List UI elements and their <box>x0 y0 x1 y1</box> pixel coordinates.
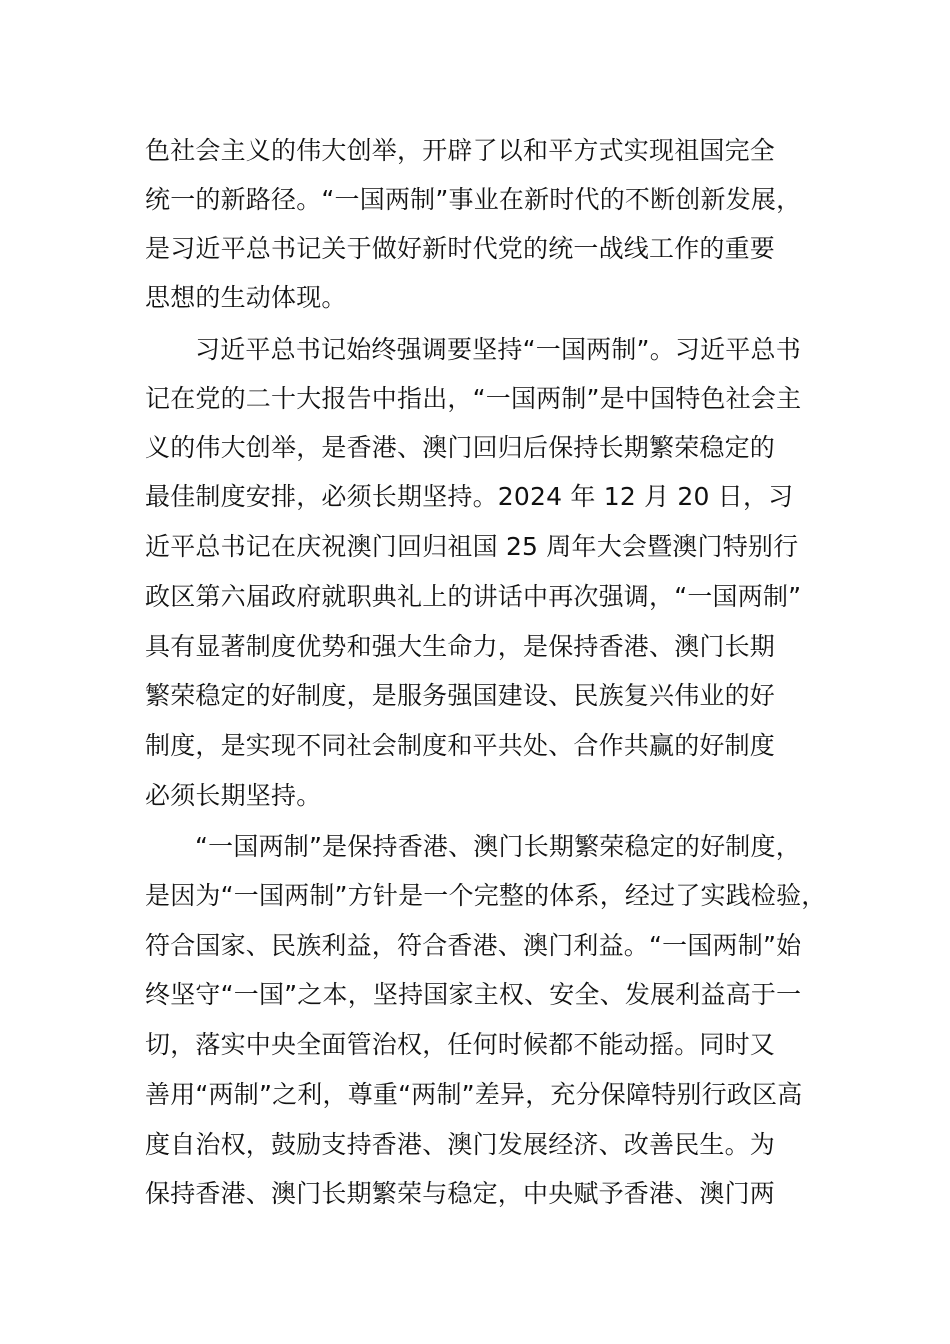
text-line: 最佳制度安排，必须长期坚持。2024 年 12 月 20 日，习 <box>145 482 794 511</box>
text-line: 是因为“一国两制”方针是一个完整的体系，经过了实践检验， <box>145 881 827 910</box>
text-line: 终坚守“一国”之本，坚持国家主权、安全、发展利益高于一 <box>145 980 802 1009</box>
text-line: 政区第六届政府就职典礼上的讲话中再次强调，“一国两制” <box>145 582 802 611</box>
paragraph-first-line: 习近平总书记始终强调要坚持“一国两制”。习近平总书 <box>195 335 801 364</box>
text-line: 繁荣稳定的好制度，是服务强国建设、民族复兴伟业的好 <box>145 681 776 710</box>
text-line: 具有显著制度优势和强大生命力，是保持香港、澳门长期 <box>145 632 776 661</box>
text-line: 义的伟大创举，是香港、澳门回归后保持长期繁荣稳定的 <box>145 433 776 462</box>
text-line: 统一的新路径。“一国两制”事业在新时代的不断创新发展， <box>145 185 802 214</box>
text-line: 符合国家、民族利益，符合香港、澳门利益。“一国两制”始 <box>145 931 802 960</box>
paragraph-first-line: “一国两制”是保持香港、澳门长期繁荣稳定的好制度， <box>195 832 801 861</box>
text-line: 度自治权，鼓励支持香港、澳门发展经济、改善民生。为 <box>145 1130 776 1159</box>
text-line: 记在党的二十大报告中指出，“一国两制”是中国特色社会主 <box>145 384 802 413</box>
text-line: 保持香港、澳门长期繁荣与稳定，中央赋予香港、澳门两 <box>145 1179 776 1208</box>
text-line: 切，落实中央全面管治权，任何时候都不能动摇。同时又 <box>145 1030 776 1059</box>
text-line: 近平总书记在庆祝澳门回归祖国 25 周年大会暨澳门特别行 <box>145 532 799 561</box>
text-line: 色社会主义的伟大创举，开辟了以和平方式实现祖国完全 <box>145 136 776 165</box>
text-line: 必须长期坚持。 <box>145 781 322 810</box>
text-line: 是习近平总书记关于做好新时代党的统一战线工作的重要 <box>145 234 776 263</box>
text-line: 思想的生动体现。 <box>145 283 347 312</box>
text-line: 制度，是实现不同社会制度和平共处、合作共赢的好制度 <box>145 731 776 760</box>
text-line: 善用“两制”之利，尊重“两制”差异，充分保障特别行政区高 <box>145 1080 803 1109</box>
